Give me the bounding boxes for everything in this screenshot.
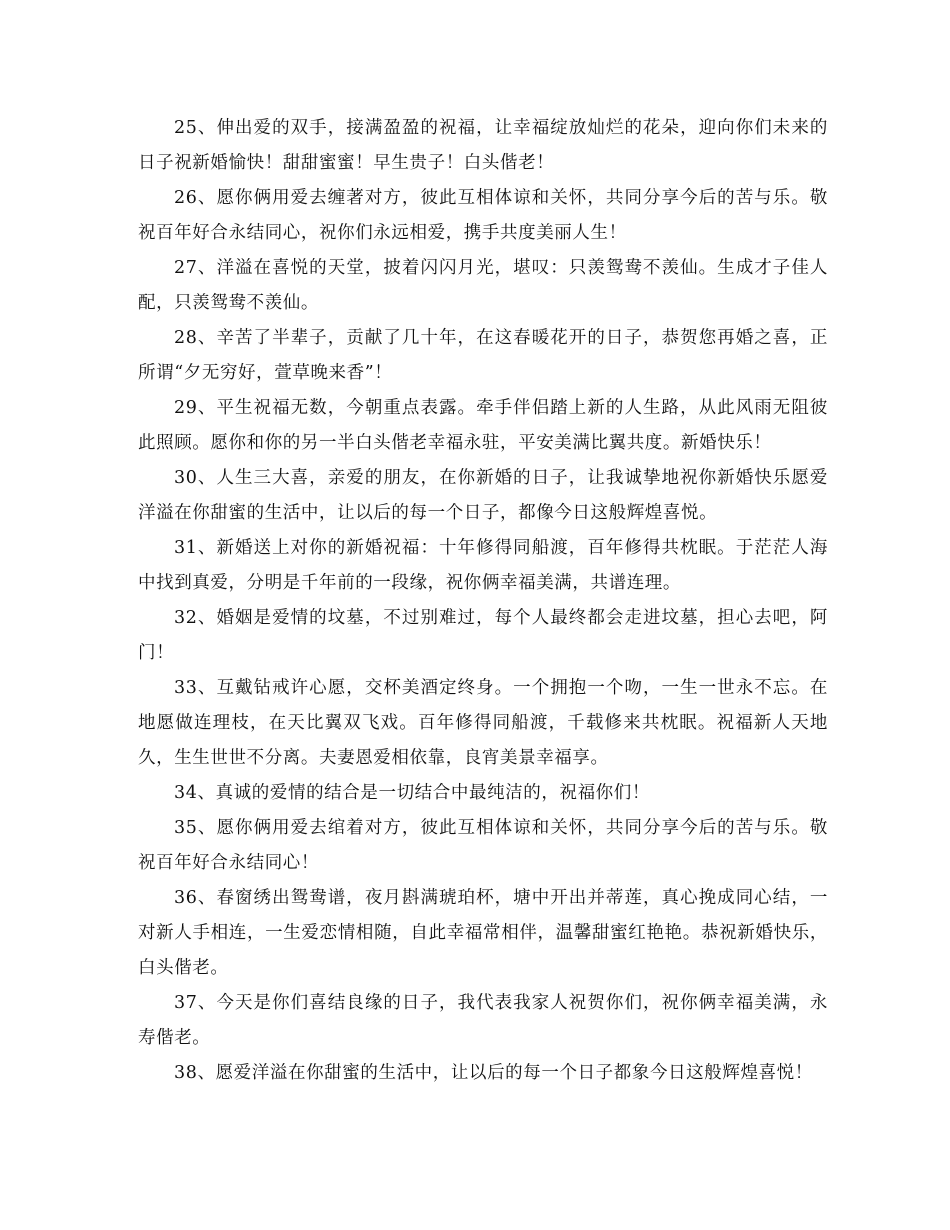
paragraph-38: 38、愿爱洋溢在你甜蜜的生活中，让以后的每一个日子都象今日这般辉煌喜悦！ (174, 1063, 813, 1083)
paragraph-26: 26、愿你俩用爱去缠著对方，彼此互相体谅和关怀，共同分享今后的苦与乐。敬祝百年好合永结同心，祝你们永远相爱，携手共度美丽人生！ (138, 188, 828, 243)
paragraph-31: 31、新婚送上对你的新婚祝福：十年修得同船渡，百年修得共枕眠。于茫茫人海中找到真爱，分明是千年前的一段缘，祝你俩幸福美满，共谱连理。 (138, 538, 828, 593)
paragraph-37: 37、今天是你们喜结良缘的日子，我代表我家人祝贺你们，祝你俩幸福美满，永寿偕老。 (138, 993, 828, 1048)
paragraph-32: 32、婚姻是爱情的坟墓，不过别难过，每个人最终都会走进坟墓，担心去吧，阿门！ (138, 608, 828, 663)
paragraph-35: 35、愿你俩用爱去绾着对方，彼此互相体谅和关怀，共同分享今后的苦与乐。敬祝百年好合永结同心！ (138, 818, 828, 873)
paragraph-29: 29、平生祝福无数，今朝重点表露。牵手伴侣踏上新的人生路，从此风雨无阻彼此照顾。愿你和你的另一半白头偕老幸福永驻，平安美满比翼共度。新婚快乐！ (138, 398, 828, 453)
paragraph-33: 33、互戴钻戒许心愿，交杯美酒定终身。一个拥抱一个吻，一生一世永不忘。在地愿做连理枝，在天比翼双飞戏。百年修得同船渡，千载修来共枕眠。祝福新人天地久，生生世世不分离。夫妻恩爱相依靠，良宵美景幸福享。 (138, 678, 828, 768)
paragraph-36: 36、春窗绣出鸳鸯谱，夜月斟满琥珀杯，塘中开出并蒂莲，真心挽成同心结，一对新人手相连，一生爱恋情相随，自此幸福常相伴，温馨甜蜜红艳艳。恭祝新婚快乐，白头偕老。 (138, 888, 828, 978)
paragraph-28: 28、辛苦了半辈子，贡献了几十年，在这春暖花开的日子，恭贺您再婚之喜，正所谓“夕无穷好，萱草晚来香”！ (138, 328, 828, 383)
document-body (138, 111, 828, 1091)
paragraph-34: 34、真诚的爱情的结合是一切结合中最纯洁的，祝福你们！ (174, 783, 650, 803)
paragraph-25: 25、伸出爱的双手，接满盈盈的祝福，让幸福绽放灿烂的花朵，迎向你们未来的日子祝新婚愉快！甜甜蜜蜜！早生贵子！白头偕老！ (138, 118, 828, 173)
paragraph-30: 30、人生三大喜，亲爱的朋友，在你新婚的日子，让我诚挚地祝你新婚快乐愿爱洋溢在你甜蜜的生活中，让以后的每一个日子，都像今日这般辉煌喜悦。 (138, 468, 828, 523)
paragraph-27: 27、洋溢在喜悦的天堂，披着闪闪月光，堪叹：只羡鸳鸯不羡仙。生成才子佳人配，只羡鸳鸯不羡仙。 (138, 258, 828, 313)
